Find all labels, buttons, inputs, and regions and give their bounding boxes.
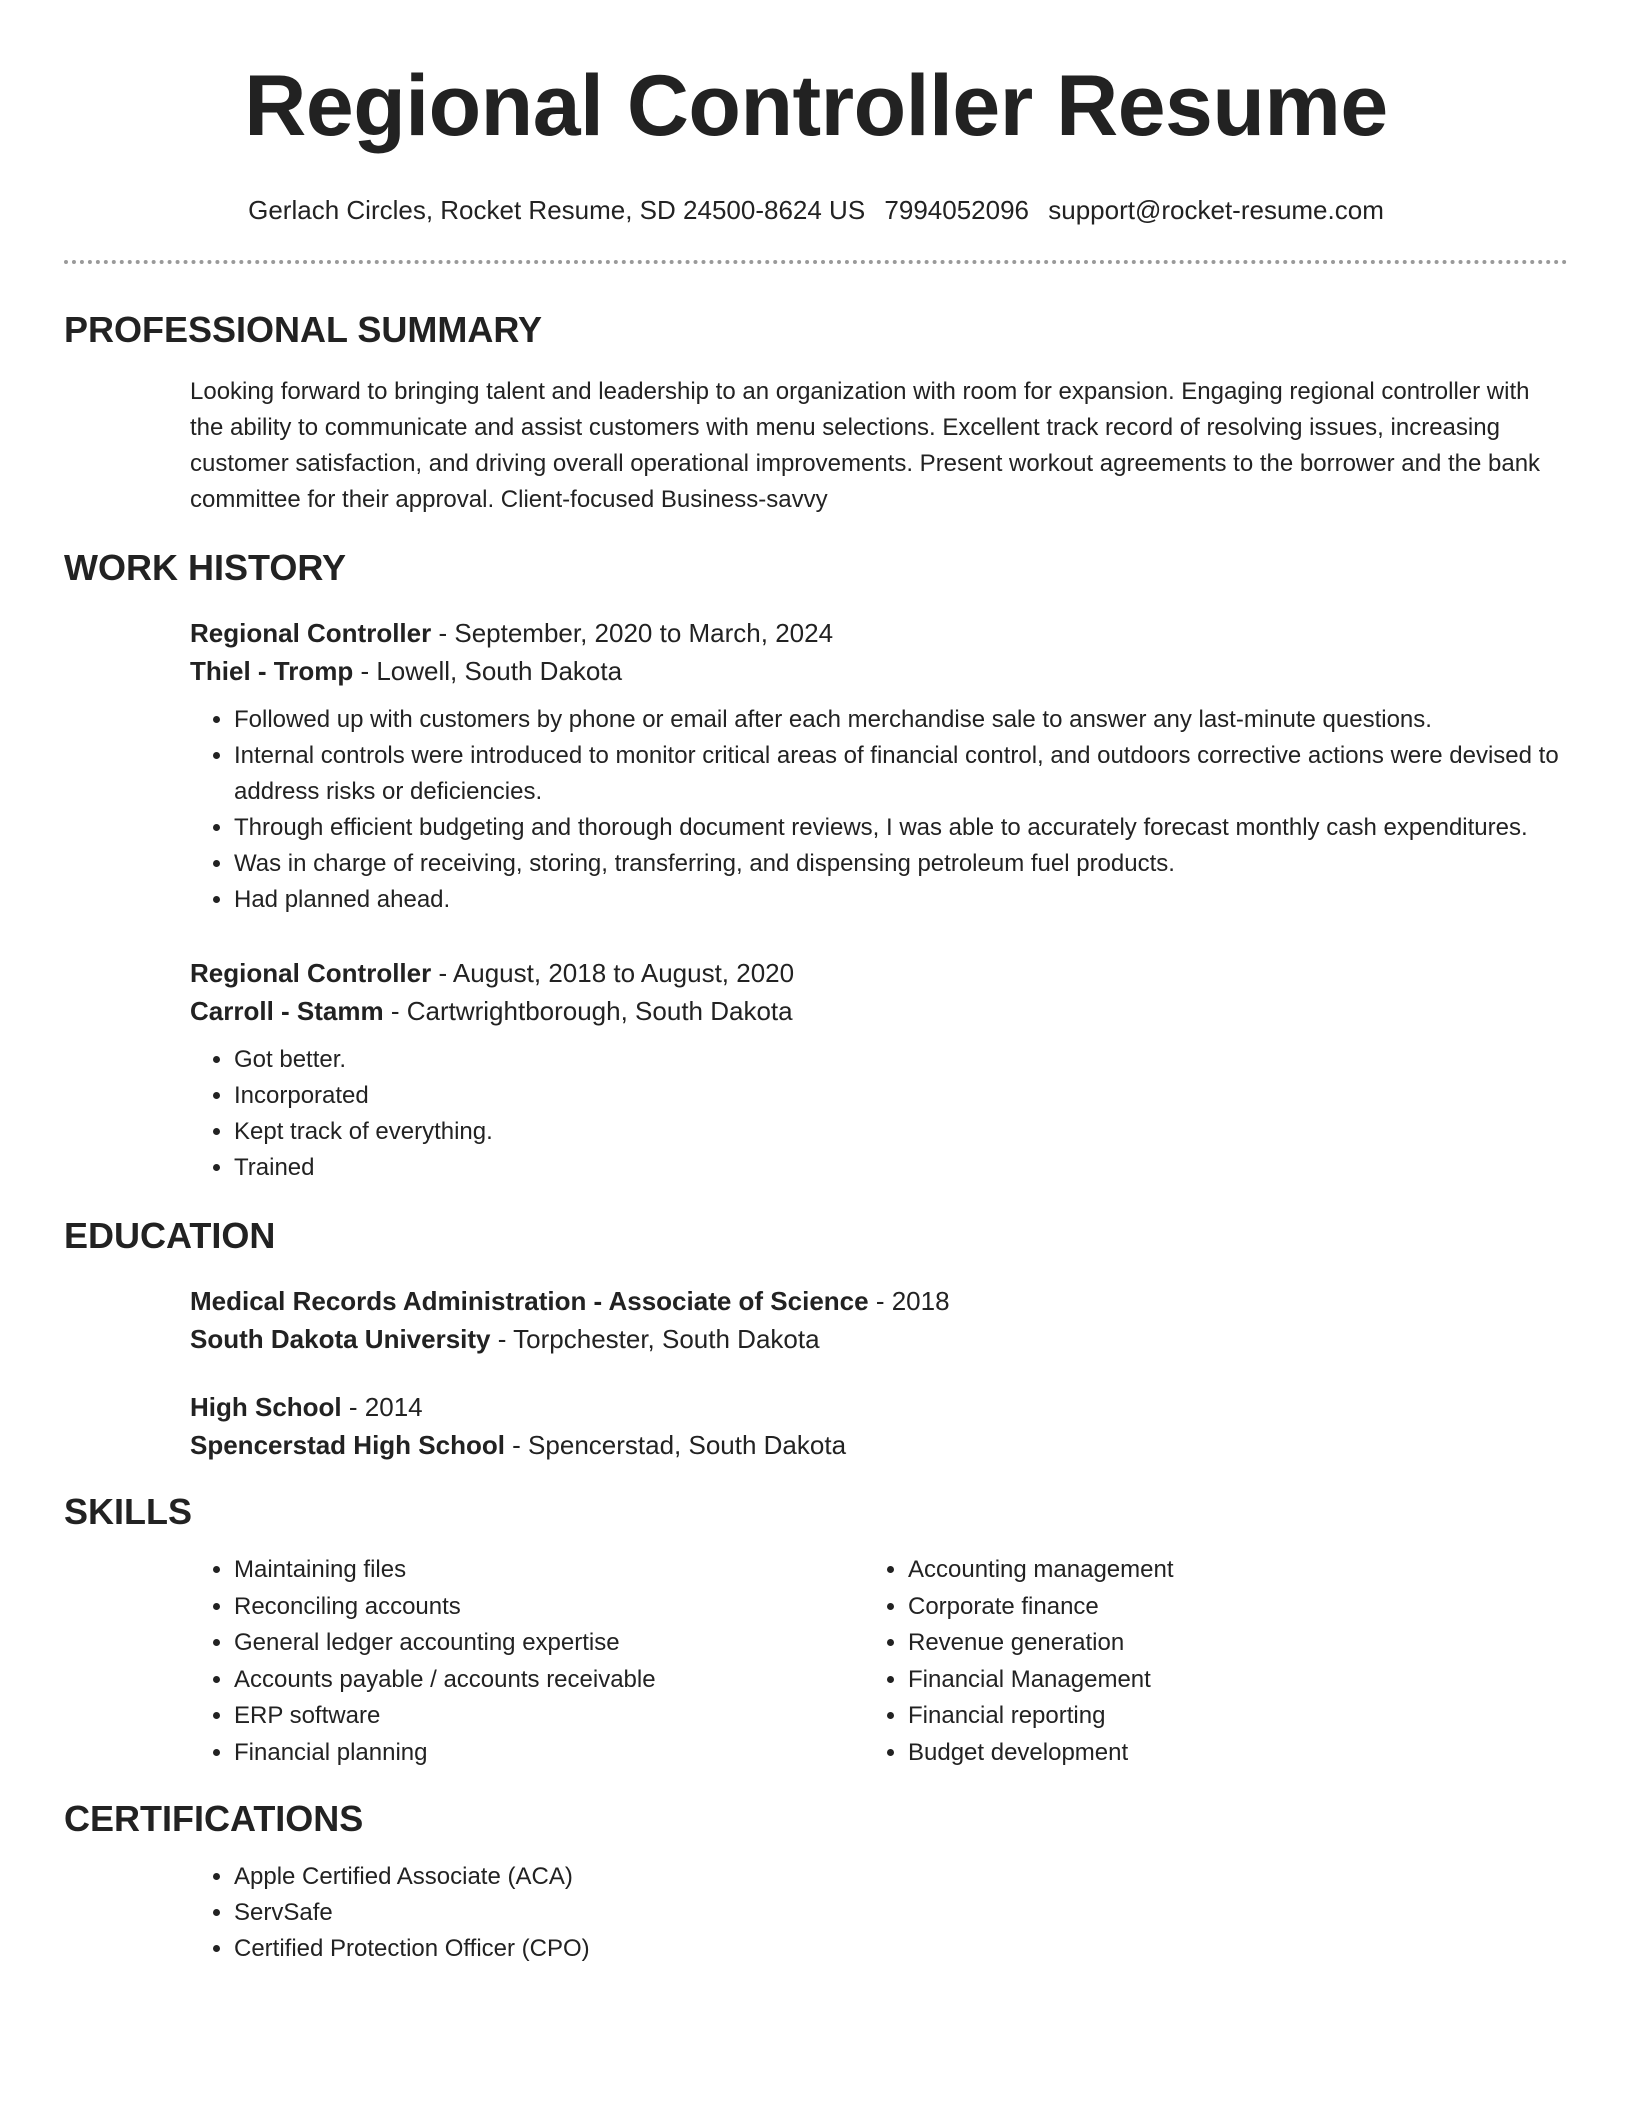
list-item: • Followed up with customers by phone or email after each merchandise sale to answer any last-minute questions.: [234, 702, 1568, 738]
header-divider: [64, 260, 1568, 264]
job-dates: - August, 2018 to August, 2020: [431, 958, 795, 988]
summary-text: Looking forward to bringing talent and leadership to an organization with room for expansion. Engaging regional controller with the ability to communicate and assist customers with menu selections. Excellent track record of resolving issues, increasing customer satisfaction, and driving overall operational improvements. Present workout agreements to the borrower and the bank committee for their approval. Client-focused Business-savvy: [190, 378, 1541, 513]
job-company-line: [190, 992, 1568, 1030]
job-bullets: [190, 702, 1568, 918]
resume-title: Regional Controller Resume: [244, 58, 1388, 154]
list-item: • Maintaining files: [234, 1552, 864, 1589]
list-item: • Through efficient budgeting and thorough document reviews, I was able to accurately forecast monthly cash expenditures.: [234, 810, 1568, 846]
education-school-line: [190, 1320, 1568, 1358]
certifications-section: [190, 1859, 1568, 1967]
summary-heading: PROFESSIONAL SUMMARY: [64, 309, 543, 350]
list-item: • Apple Certified Associate (ACA): [234, 1859, 1568, 1895]
list-item: • Budget development: [908, 1735, 1538, 1772]
skills-right-column: [864, 1552, 1538, 1771]
contact-phone: 7994052096: [884, 195, 1030, 225]
skills-section: [190, 1552, 1568, 1771]
education-degree-line: [190, 1388, 1568, 1426]
list-item: • Was in charge of receiving, storing, transferring, and dispensing petroleum fuel products.: [234, 846, 1568, 882]
job-dates: - September, 2020 to March, 2024: [431, 618, 834, 648]
education-degree: High School: [190, 1392, 342, 1422]
certifications-list: [190, 1859, 1568, 1967]
contact-email: support@rocket-resume.com: [1048, 195, 1384, 225]
list-item: • Financial Management: [908, 1662, 1538, 1699]
education-degree: Medical Records Administration - Associate of Science: [190, 1286, 869, 1316]
list-item: • ERP software: [234, 1698, 864, 1735]
job-entry: [190, 954, 1568, 1186]
education-heading: EDUCATION: [64, 1215, 276, 1256]
list-item: • Revenue generation: [908, 1625, 1538, 1662]
work-history-section: [190, 614, 1568, 1186]
list-item: • Trained: [234, 1150, 1568, 1186]
list-item: • Financial reporting: [908, 1698, 1538, 1735]
list-item: • Corporate finance: [908, 1589, 1538, 1626]
summary-section: [190, 374, 1568, 518]
list-item: • Kept track of everything.: [234, 1114, 1568, 1150]
skills-heading: SKILLS: [64, 1491, 193, 1532]
contact-address: Gerlach Circles, Rocket Resume, SD 24500-8624 US: [248, 195, 866, 225]
education-degree-line: [190, 1282, 1568, 1320]
job-entry: [190, 614, 1568, 918]
contact-line: [64, 194, 1568, 226]
job-title-line: [190, 954, 1568, 992]
education-location: - Torpchester, South Dakota: [490, 1324, 820, 1354]
education-entry: [190, 1388, 1568, 1464]
education-entry: [190, 1282, 1568, 1358]
education-school: South Dakota University: [190, 1324, 491, 1354]
education-school-line: [190, 1426, 1568, 1464]
job-location: - Cartwrightborough, South Dakota: [383, 996, 793, 1026]
job-company: Carroll - Stamm: [190, 996, 384, 1026]
list-item: • Accounting management: [908, 1552, 1538, 1589]
list-item: • Financial planning: [234, 1735, 864, 1772]
list-item: • Internal controls were introduced to monitor critical areas of financial control, and outdoors corrective actions were devised to address risks or deficiencies.: [234, 738, 1568, 810]
list-item: • Accounts payable / accounts receivable: [234, 1662, 864, 1699]
job-location: - Lowell, South Dakota: [353, 656, 623, 686]
list-item: • Had planned ahead.: [234, 882, 1568, 918]
list-item: • Reconciling accounts: [234, 1589, 864, 1626]
job-title-line: [190, 614, 1568, 652]
skills-left-column: [190, 1552, 864, 1771]
job-bullets: [190, 1042, 1568, 1186]
job-role: Regional Controller: [190, 958, 432, 988]
job-role: Regional Controller: [190, 618, 432, 648]
certifications-heading: CERTIFICATIONS: [64, 1798, 364, 1839]
education-school: Spencerstad High School: [190, 1430, 505, 1460]
list-item: • Got better.: [234, 1042, 1568, 1078]
education-year: - 2018: [868, 1286, 950, 1316]
education-location: - Spencerstad, South Dakota: [504, 1430, 847, 1460]
list-item: • Incorporated: [234, 1078, 1568, 1114]
list-item: • Certified Protection Officer (CPO): [234, 1931, 1568, 1967]
education-year: - 2014: [341, 1392, 423, 1422]
work-history-heading: WORK HISTORY: [64, 547, 347, 588]
job-company-line: [190, 652, 1568, 690]
skills-columns: [190, 1552, 1568, 1771]
job-company: Thiel - Tromp: [190, 656, 354, 686]
list-item: • ServSafe: [234, 1895, 1568, 1931]
education-section: [190, 1282, 1568, 1464]
list-item: • General ledger accounting expertise: [234, 1625, 864, 1662]
